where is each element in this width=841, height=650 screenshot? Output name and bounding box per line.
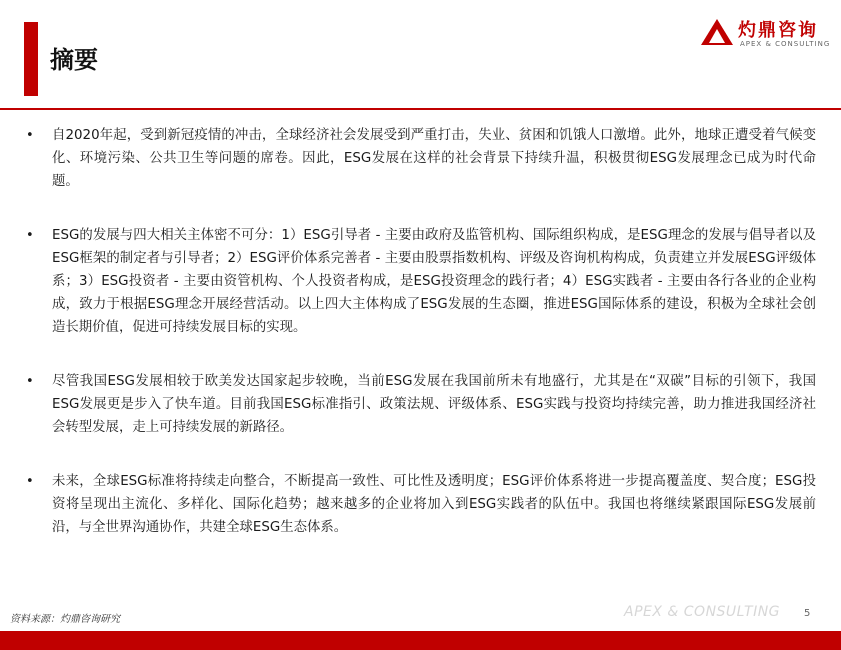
summary-bullet <box>26 124 816 193</box>
bullet-text: 尽管我国ESG发展相较于欧美发达国家起步较晚，当前ESG发展在我国前所未有地盛行，尤其是在“双碳”目标的引领下，我国ESG发展更是步入了快车道。目前我国ESG标准指引、政策法规、评级体系、ESG实践与投资均持续完善，助力推进我国经济社会转型发展，走上可持续发展的新路径。 <box>52 374 816 435</box>
logo-subtitle: APEX & CONSULTING <box>740 40 831 48</box>
summary-bullet <box>26 470 816 539</box>
footer-bar <box>0 631 841 650</box>
bullet-marker: • <box>26 474 34 489</box>
bullet-text: 自2020年起，受到新冠疫情的冲击，全球经济社会发展受到严重打击，失业、贫困和饥饿人口激增。此外，地球正遭受着气候变化、环境污染、公共卫生等问题的席卷。因此，ESG发展在这样的社会背景下持续升温，积极贯彻ESG发展理念已成为时代命题。 <box>52 128 816 189</box>
bullet-text: 未来，全球ESG标准将持续走向整合，不断提高一致性、可比性及透明度；ESG评价体系将进一步提高覆盖度、契合度；ESG投资将呈现出主流化、多样化、国际化趋势；越来越多的企业将加入到ESG实践者的队伍中。我国也将继续紧跟国际ESG发展前沿，与全世界沟通协作，共建全球ESG生态体系。 <box>52 474 816 535</box>
summary-bullet <box>26 370 816 439</box>
page-title: 摘要 <box>50 46 98 74</box>
bullet-marker: • <box>26 128 34 143</box>
bullet-text: ESG的发展与四大相关主体密不可分：1）ESG引导者 - 主要由政府及监管机构、国际组织构成，是ESG理念的发展与倡导者以及ESG框架的制定者与引导者；2）ESG评价体系完善者 - 主要由股票指数机构、评级及咨询机构构成，负责建立并发展ESG评级体系；3）ESG投资者 - 主要由资管机构、个人投资者构成，是ESG投资理念的践行者；4）ESG实践者 - 主要由各行各业的企业构成，致力于根据ESG理念开展经营活动。以上四大主体构成了ESG发展的生态圈，推进ESG国际体系的建设，积极为全球社会创造长期价值，促进可持续发展目标的实现。 <box>52 228 816 335</box>
summary-content <box>26 124 816 570</box>
source-note: 资料来源：灼鼎咨询研究 <box>10 614 120 625</box>
page-number: 5 <box>804 608 811 619</box>
title-accent-bar <box>24 22 38 96</box>
triangle-logo-icon <box>700 18 734 46</box>
summary-bullet <box>26 224 816 339</box>
header-divider <box>0 108 841 110</box>
watermark-text: APEX & CONSULTING <box>624 604 781 620</box>
company-logo <box>700 14 831 52</box>
logo-name: 灼鼎咨询 <box>738 20 818 41</box>
bullet-marker: • <box>26 228 34 243</box>
bullet-marker: • <box>26 374 34 389</box>
